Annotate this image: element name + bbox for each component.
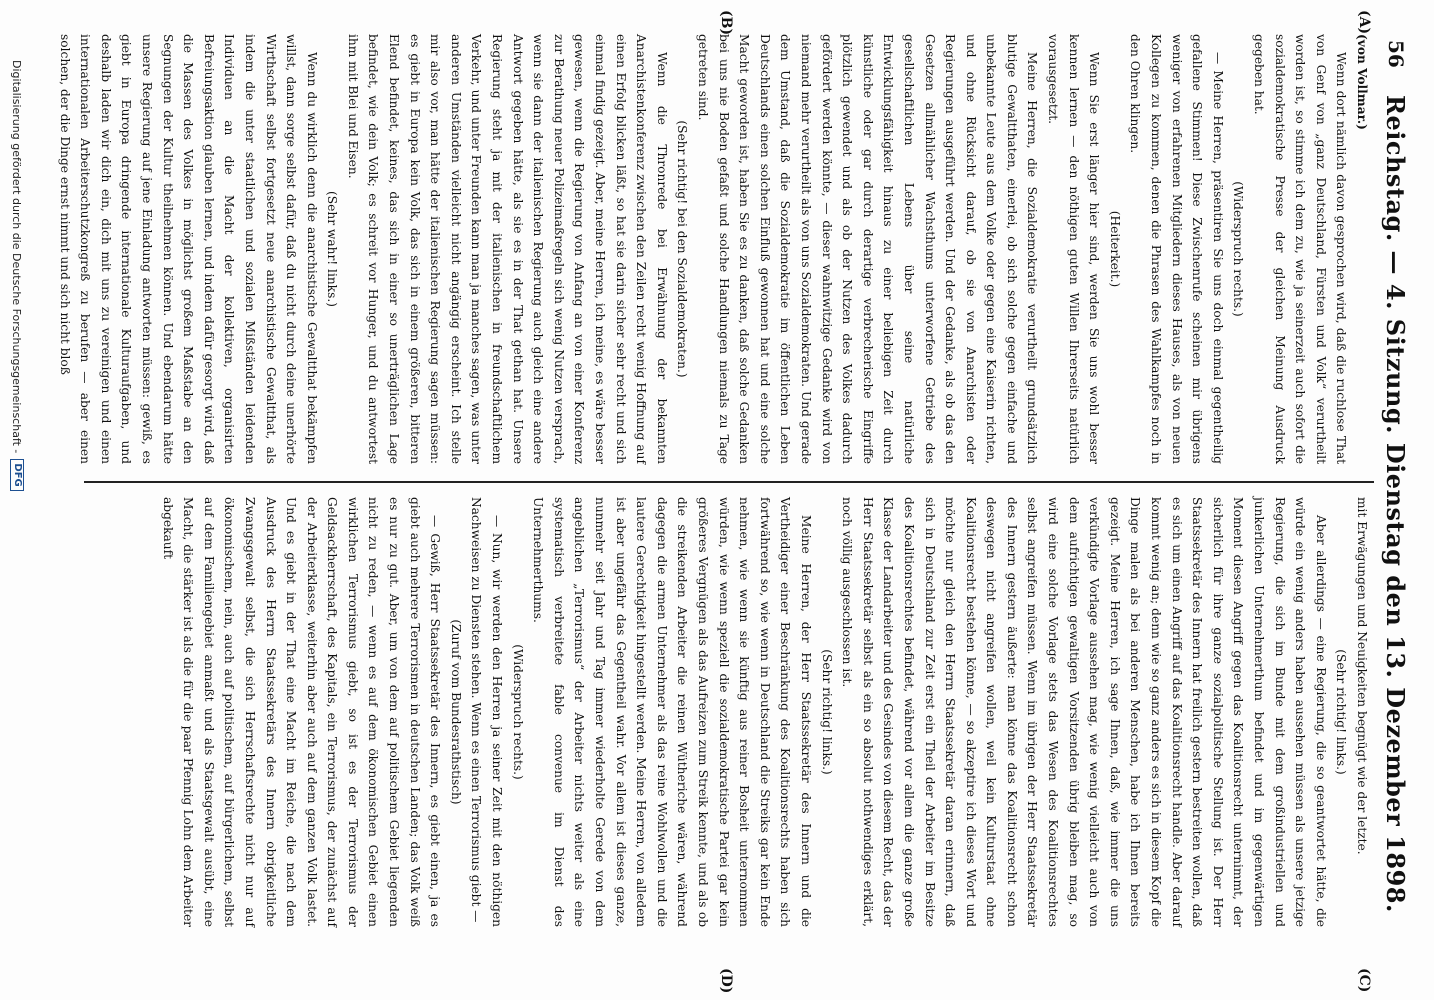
- marker-a: (A): [1356, 10, 1372, 35]
- paragraph: mit Erwägungen und Neuigkeiten begnügt wie der letzte.: [1355, 497, 1369, 855]
- interjection: (Sehr richtig! links.): [819, 649, 834, 775]
- paragraph: Meine Herren, die Sozialdemokratie verurtheilt grundsätzlich blutige Gewaltthaten, einerlei, ob sich solche gegen einfache und unbekannte Leute aus dem Volke oder gegen eine Kaiserin richten, und ohne Rücksicht darauf, ob sie von Anarchisten oder Regierungen ausgeführt werden. Und der Gedanke, als ob das den Gesetzen allmählicher Wachsthums unterworfene Getriebe des gesellschaftlichen Lebens über seine natürliche Entwicklungsfähigkeit hinaus zu einer beliebigen Zeit durch künstliche oder gar durch derartige verbrecherische Eingriffe plötzlich gewendet und als ob der Nutzen des Volkes dadurch gefördert werden könnte, — dieser wahnwitzige Gedanke wird von niemand mehr verurtheilt als von uns Sozialdemokraten. Und gerade dem Umstand, daß die Sozialdemokratie im öffentlichen Leben Deutschlands einen solchen Einfluß gewonnen hat und eine solche Macht geworden ist, haben Sie es zu danken, daß solche Gedanken bei uns nie Boden gefaßt und solche Handlungen niemals zu Tage getreten sind.: [696, 34, 1040, 464]
- running-title: Reichstag. — 4. Sitzung. Dienstag den 13. Dezember 1898.: [1381, 95, 1411, 913]
- paragraph: Meine Herren, der Herr Staatssekretär des Innern und die Vertheidiger einer Beschränkung des Koalitionsrechts haben sich fortwährend so, wie wenn in Deutschland die Streiks gar kein Ende nehmen, wie wenn sie künftig aus reiner Bosheit unternommen würden, wie wenn speziell die sozialdemokratische Partei gar kein größeres Vergnügen als das Aufreizen zum Streik kennte, und als ob die streikenden Arbeiter die reinen Wütheriche wären, während dagegen die armen Unternehmer als das reine Wohlwollen und die lautere Gerechtigkeit hingestellt werden. Meine Herren, von alledem ist aber ungefähr das Gegentheil wahr. Vor allem ist dieses ganze, nunmehr seit Jahr und Tag immer wiederholte Gerede von dem angeblichen „Terrorismus“ der Arbeiter nichts weiter als eine systematisch verbreitete fable convenue im Dienst des Unternehmerthums.: [531, 497, 813, 927]
- paragraph: — Nun, wir werden den Herren ja seiner Zeit mit den nöthigen Nachweisen zu Diensten stehen. Wenn es einen Terrorismus giebt —: [469, 497, 505, 927]
- left-column: [57, 34, 1372, 464]
- right-column: [82, 497, 1372, 927]
- paragraph: Wenn Sie erst länger hier sind, werden Sie uns wohl besser kennen lernen — den nöthigen guten Willen Ihrerseits natürlich vorausgesetzt.: [1046, 34, 1102, 464]
- interjection: (Widerspruch rechts.): [1231, 181, 1246, 317]
- page-header: [1376, 40, 1416, 940]
- interjection: (Sehr wahr! links.): [325, 191, 340, 307]
- marker-d: (D): [718, 968, 734, 994]
- interjection: (Heiterkeit.): [1107, 210, 1122, 288]
- page-number: 56: [1384, 40, 1408, 68]
- dfg-logo-icon: DFG: [10, 459, 24, 490]
- interjection: (Sehr richtig! bei den Sozialdemokraten.): [675, 120, 690, 378]
- paragraph: Aber allerdings — eine Regierung, die so geantwortet hätte, die würde ein wenig anders haben aussehen müssen als unsere jetzige Regierung, die sich im Bunde mit dem großindustriellen und junkerlichen Unternehmerthum befindet und im gegenwärtigen Moment diesen Angriff gegen das Koalitionsrecht unternimmt, der sicherlich für ihre ganze sozialpolitische Stellung ist. Der Herr Staatssekretär des Innern hat freilich gestern bestreiten wollen, daß es sich um einen Angriff auf das Koalitionsrecht handle. Aber darauf kommt wenig an; denn wie so ganz anders es sich in diesem Kopf die Dinge malen als bei anderen Menschen, habe ich Ihnen bereits gezeigt. Meine Herren, ich sage Ihnen, daß, wie immer die uns verkündigte Vorlage aussehen mag, wie wenig vielleicht auch von dem aufrichtigen gewaltigen Vorsitzenden übrig bleiben mag, so wird eine solche Vorlage stets das Wesen des Koalitionsrechtes selbst angreifen müssen. Wenn im übrigen der Herr Staatssekretär des Innern gestern äußerte: man könne das Koalitionsrecht schon deswegen nicht angreifen wollen, weil kein Kulturstaat ohne Koalitionsrecht bestehen könne, — so akzeptire ich dieses Wort und möchte nur gleich den Herrn Staatssekretär daran erinnern, daß sich in Deutschland zur Zeit erst ein Theil der Arbeiter im Besitze des Koalitionsrechtes befindet, während vor allem die ganze große Klasse der Landarbeiter und des Gesindes von diesem Recht, das der Herr Staatssekretär selbst als ein so absolut nothwendiges erklärt, noch völlig ausgeschlossen ist.: [840, 497, 1328, 927]
- paragraph: Wenn du wirklich denn die anarchistische Gewaltthat bekämpfen willst, dann sorge selbst dafür, daß du nicht durch deine unerhörte Wirthschaft selbst fortgesetzt neue anarchistische Gewaltthat, als indem die unter staatlichen und sozialen Mißständen leidenden Individuen an die Macht der kollektiven, organisirten Befreiungsaktion glauben lernen, und indem dafür gesorgt wird, daß die Massen des Volkes in möglichst großem Maßstabe an den Segnungen der Kultur theilnehmen können. Und ebendarum hätte unsere Regierung auf jene Einladung antworten müssen: gewiß, es giebt in Europa dringende internationale Kulturaufgaben, und deshalb laden wir dich ein, dich mit uns zu vereinigen und einen internationalen Arbeiterschutzkongreß zu berufen — aber einen solchen, der die Dinge ernst nimmt und sich nicht bloß: [57, 34, 319, 464]
- paragraph: — Gewiß, Herr Staatssekretär des Innern, es giebt einen, ja es giebt auch mehrere Terrorismen in deutschen Landen; das Volk weiß es nur zu gut. Aber, um von dem auf politischem Gebiet liegenden nicht zu reden, — wenn es auf dem ökonomischen Gebiet einen wirklichen Terrorismus giebt, so ist es der Terrorismus der Geldsackherrschaft, des Kapitals, ein Terrorismus, der zunächst auf der Arbeiterklasse, weiterhin aber auch auf dem ganzen Volk lastet. Und es giebt in der That eine Macht im Reiche, die nach dem Ausdruck des Herrn Staatssekretärs des Innern obrigkeitliche Zwangsgewalt selbst, die sich Herrschaftsrechte nicht nur auf ökonomischem, nein, auch auf politischem, auf bürgerlichem, selbst auf dem Familiengebiet anmaßt und als Staatsgewalt ausübt, eine Macht, die stärker ist als die für die paar Pfennig Lohn dem Arbeiter abgekauft: [160, 497, 443, 927]
- paragraph: Wenn die Thronrede bei Erwähnung der bekannten Anarchistenkonferenz zwischen den Zeilen recht wenig Hoffnung auf einen Erfolg blicken läßt, so hat sie darin sicher sehr recht und sich einmal findig gezeigt. Aber, meine Herren, ich meine, es wäre besser gewesen, wenn die Regierung von Anfang an von einer Konferenz zur Berathung neuer Polizeimaßregeln sich wenig Nutzen versprach, wenn sie dann der italienischen Regierung auch gleich eine andere Antwort gegeben hätte, als sie es in der That gethan hat. Unsere Regierung steht ja mit der italienischen in freundschaftlichem Verkehr, und unter Freunden kann man ja manches sagen, was unter anderen Umständen vielleicht nicht angängig erscheint. Ich stelle mir also vor, man hätte der italienischen Regierung sagen müssen: es giebt in Europa kein Volk, das sich in einem größeren, bitteren Elend befindet, keines, das sich in einer so unerträglichen Lage befindet, wie dein Volk; es schreit vor Hunger, und du antwortest ihm mit Blei und Eisen.: [345, 34, 669, 464]
- marker-b: (B): [718, 10, 734, 36]
- paragraph: Wenn dort nämlich davon gesprochen wird, daß die ruchlose That von Genf von „ganz Deutschland, Fürsten und Volk“ verurtheilt worden ist, so stimme ich dem zu, wie ja seinerzeit auch sofort die sozialdemokratische Presse der gleichen Meinung Ausdruck gegeben hat.: [1252, 34, 1349, 464]
- marker-c: (C): [1356, 968, 1372, 993]
- interjection: (Zuruf vom Bundesrathstisch): [448, 619, 463, 805]
- column-divider: [84, 481, 1374, 483]
- paragraph: — Meine Herren, präsentiren Sie uns doch einmal gegentheilig gefallene Stimmen! Diese Zwischenrufe scheinen mir übrigens weniger von erfahrenen Mitgliedern dieses Hauses, als von neuen Kollegen zu kommen, denen die Phrasen des Wahlkampfes noch in den Ohren klingen.: [1128, 34, 1225, 464]
- interjection: (Sehr richtig! links.): [1334, 649, 1349, 775]
- digitization-footer: [10, 60, 24, 940]
- speaker-label: (von Vollmar.): [1355, 34, 1369, 130]
- footer-text: Digitalisierung gefördert durch die Deutsche Forschungsgemeinschaft -: [10, 60, 24, 454]
- interjection: (Widerspruch rechts.): [510, 644, 525, 780]
